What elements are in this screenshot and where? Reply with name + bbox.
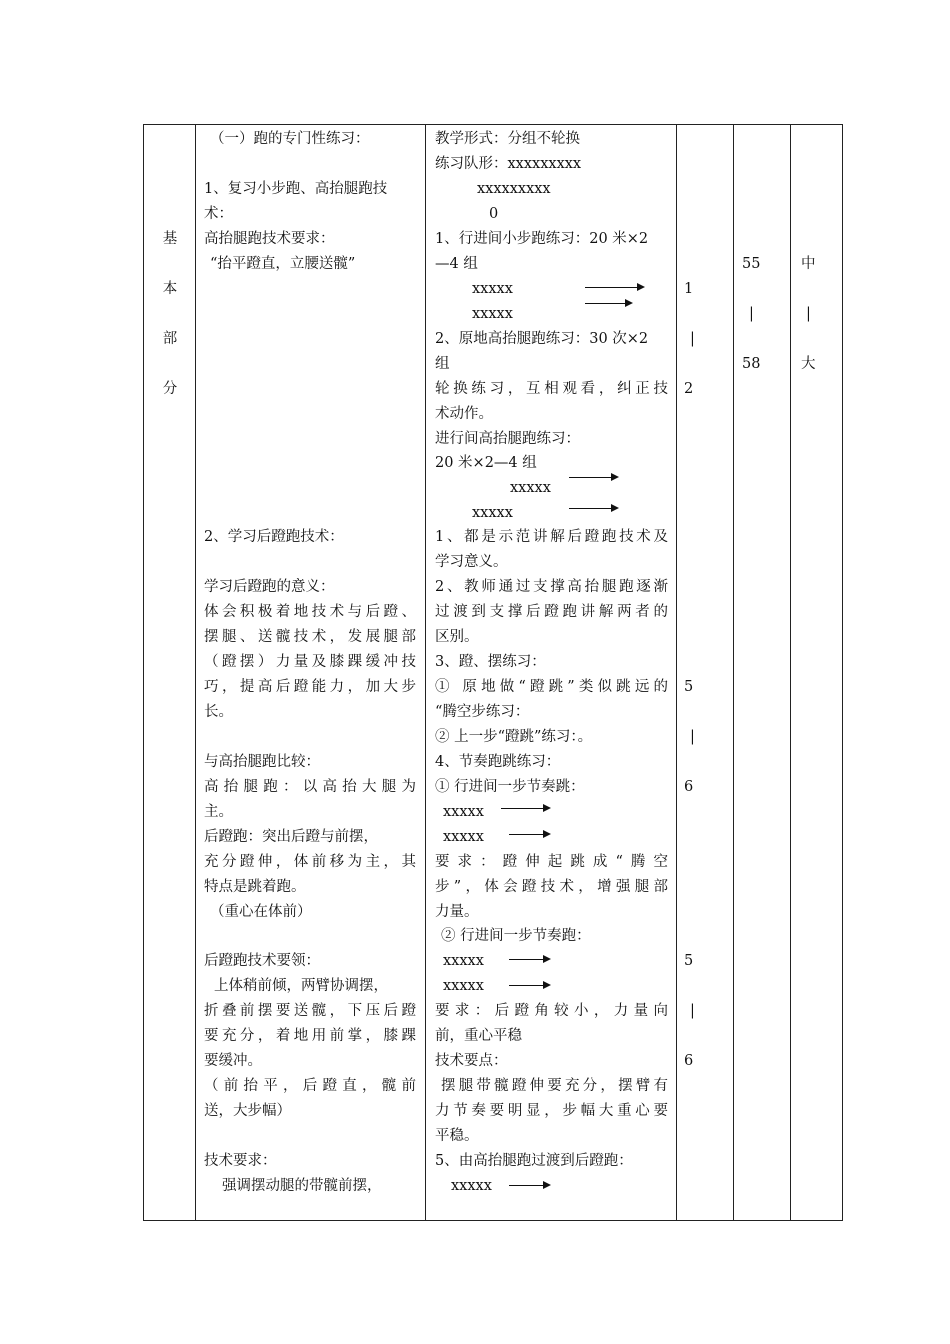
- time-separator: |: [749, 306, 754, 322]
- arrow-icon: [501, 808, 549, 809]
- column-divider: [676, 125, 677, 1220]
- content-line: 高抬腿跑：以高抬大腿为: [204, 779, 416, 795]
- content-line: （前抬平，后蹬直，髋前: [204, 1078, 416, 1094]
- column-divider: [790, 125, 791, 1220]
- formation-row: xxxxx: [472, 281, 513, 297]
- org-line: 要求：蹬伸起跳成“腾空: [435, 854, 668, 870]
- org-line: ① 原地做“蹬跳”类似跳远的: [435, 679, 668, 695]
- org-line: 3、蹬、摆练习：: [435, 654, 546, 670]
- org-line: 0: [489, 206, 499, 222]
- content-line: （重心在体前）: [210, 904, 312, 920]
- org-line: ② 行进间一步节奏跑：: [441, 928, 591, 944]
- org-line: —4 组: [435, 256, 478, 272]
- org-line: 1、行进间小步跑练习：20 米×2: [435, 231, 649, 247]
- section-label-char: 本: [162, 281, 178, 297]
- org-line: 要求：后蹬角较小，力量向: [435, 1003, 668, 1019]
- section-label-char: 部: [162, 331, 178, 347]
- content-line: 巧，提高后蹬能力，加大步: [204, 679, 416, 695]
- content-line: 摆腿、送髋技术，发展腿部: [204, 629, 416, 645]
- arrow-icon: [509, 1185, 549, 1186]
- reps-value: 6: [684, 1053, 694, 1069]
- org-line: 学习意义。: [435, 554, 508, 570]
- content-line: 要缓冲。: [204, 1053, 262, 1069]
- org-line: 步”，体会蹬技术，增强腿部: [435, 879, 668, 895]
- org-line: xxxxxxxxx: [477, 181, 551, 197]
- org-line: 2、教师通过支撑高抬腿跑逐渐: [435, 579, 668, 595]
- time-value: 58: [742, 356, 761, 372]
- reps-value: 1: [684, 281, 694, 297]
- org-line: 组: [435, 356, 450, 372]
- reps-separator: |: [690, 331, 695, 347]
- org-line: ② 上一步“蹬跳”练习：。: [435, 729, 593, 745]
- arrow-icon: [509, 834, 549, 835]
- formation-row: xxxxx: [472, 505, 513, 521]
- reps-value: 5: [684, 679, 694, 695]
- org-line: 区别。: [435, 629, 479, 645]
- content-line: “抬平蹬直，立腰送髋”: [210, 256, 356, 272]
- intensity-value: 大: [801, 356, 816, 372]
- formation-row: xxxxx: [443, 804, 484, 820]
- org-line: ① 行进间一步节奏跳：: [435, 779, 585, 795]
- org-line: 前，重心平稳: [435, 1028, 522, 1044]
- arrow-icon: [585, 303, 631, 304]
- content-line: 要充分，着地用前掌，膝踝: [204, 1028, 416, 1044]
- org-line: “腾空步练习：: [435, 704, 530, 720]
- org-line: 20 米×2—4 组: [435, 455, 537, 471]
- content-line: 技术要求：: [204, 1153, 277, 1169]
- content-line: 长。: [204, 704, 233, 720]
- arrow-icon: [509, 959, 549, 960]
- arrow-icon: [569, 477, 617, 478]
- content-line: （蹬摆）力量及膝踝缓冲技: [204, 654, 416, 670]
- arrow-icon: [585, 287, 643, 288]
- content-line: 后蹬跑：突出后蹬与前摆，: [204, 829, 378, 845]
- org-line: 平稳。: [435, 1128, 479, 1144]
- org-line: 摆腿带髋蹬伸要充分，摆臂有: [441, 1078, 668, 1094]
- reps-value: 2: [684, 381, 694, 397]
- content-line: 充分蹬伸，体前移为主，其: [204, 854, 416, 870]
- org-line: 2、原地高抬腿跑练习：30 次×2: [435, 331, 649, 347]
- arrow-icon: [509, 985, 549, 986]
- column-divider: [425, 125, 426, 1220]
- arrow-icon: [569, 508, 617, 509]
- org-line: 进行间高抬腿跑练习：: [435, 431, 580, 447]
- intensity-value: 中: [801, 256, 816, 272]
- content-line: 体会积极着地技术与后蹬、: [204, 604, 416, 620]
- content-line: 送，大步幅）: [204, 1103, 291, 1119]
- formation-row: xxxxx: [443, 829, 484, 845]
- section-label-char: 分: [162, 381, 178, 397]
- org-line: 技术要点：: [435, 1053, 508, 1069]
- formation-row: xxxxx: [451, 1178, 492, 1194]
- content-line: 2、学习后蹬跑技术：: [204, 529, 344, 545]
- reps-separator: |: [690, 1003, 695, 1019]
- formation-row: xxxxx: [510, 480, 551, 496]
- column-divider: [195, 125, 196, 1220]
- formation-row: xxxxx: [443, 978, 484, 994]
- org-line: 力量。: [435, 904, 479, 920]
- org-line: 5、由高抬腿跑过渡到后蹬跑：: [435, 1153, 633, 1169]
- org-line: 4、节奏跑跳练习：: [435, 754, 561, 770]
- org-line: 过渡到支撑后蹬跑讲解两者的: [435, 604, 668, 620]
- time-value: 55: [742, 256, 761, 272]
- org-line: 力节奏要明显，步幅大重心要: [435, 1103, 668, 1119]
- content-line: 后蹬跑技术要领：: [204, 953, 320, 969]
- content-line: 高抬腿跑技术要求：: [204, 231, 335, 247]
- org-line: 练习队形：xxxxxxxxx: [435, 156, 582, 172]
- formation-row: xxxxx: [472, 306, 513, 322]
- intensity-separator: |: [806, 306, 811, 322]
- content-line: 折叠前摆要送髋，下压后蹬: [204, 1003, 416, 1019]
- content-line: 术：: [204, 206, 233, 222]
- org-line: 教学形式：分组不轮换: [435, 131, 580, 147]
- content-line: 强调摆动腿的带髋前摆，: [222, 1178, 382, 1194]
- reps-value: 6: [684, 779, 694, 795]
- content-line: 主。: [204, 804, 233, 820]
- lesson-plan-table: [143, 124, 843, 1221]
- content-line: 特点是跳着跑。: [204, 879, 306, 895]
- formation-row: xxxxx: [443, 953, 484, 969]
- org-line: 术动作。: [435, 406, 493, 422]
- content-line: 1、复习小步跑、高抬腿跑技: [204, 181, 388, 197]
- section-label-char: 基: [162, 231, 178, 247]
- content-line: 上体稍前倾，两臂协调摆，: [214, 978, 388, 994]
- column-divider: [733, 125, 734, 1220]
- content-line: 与高抬腿跑比较：: [204, 754, 320, 770]
- content-heading: （一）跑的专门性练习：: [210, 131, 370, 147]
- content-line: 学习后蹬跑的意义：: [204, 579, 335, 595]
- reps-separator: |: [690, 729, 695, 745]
- reps-value: 5: [684, 953, 694, 969]
- org-line: 1、都是示范讲解后蹬跑技术及: [435, 529, 668, 545]
- org-line: 轮换练习，互相观看，纠正技: [435, 381, 668, 397]
